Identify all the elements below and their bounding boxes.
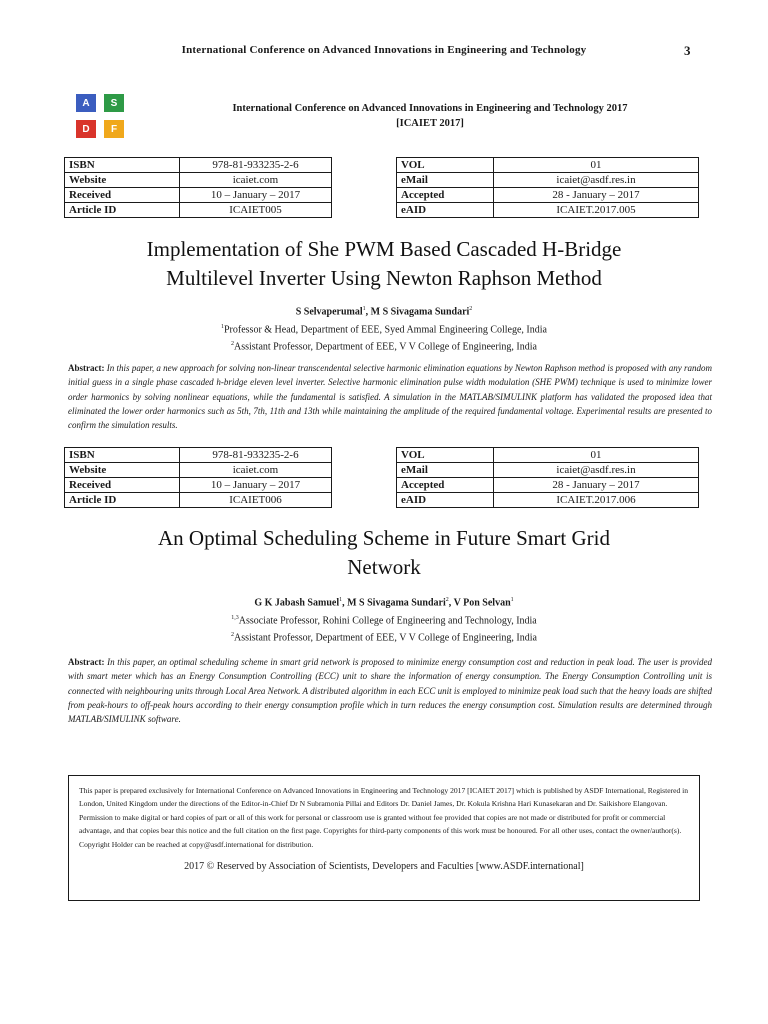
paper1-meta-left — [64, 157, 332, 218]
copyright-line: 2017 © Reserved by Association of Scientists, Developers and Faculties [www.ASDF.international] — [184, 861, 584, 873]
meta-row — [397, 493, 699, 508]
conference-title — [140, 101, 720, 131]
affiliation-sup: 2 — [231, 632, 234, 639]
meta-key: ISBN — [65, 448, 180, 463]
meta-value: 978-81-933235-2-6 — [180, 448, 332, 463]
abstract-text: In this paper, a new approach for solving non-linear transcendental selective harmonic elimination equations by Newton Raphson method is proposed with any random initial guess in a single phase cascaded h-bridge eleven level inverter. Selective harmonic elimination pulse width modulation (SHE PWM) technique is used to minimize lower order harmonics by solving nonlinear equations, while the fundamental is satisfied. A simulation in the MATLAB/SIMULINK platform has validated the proposed idea that eliminated the lower order harmonics such as 5th, 7th, 11th and 13th while maintaining the amplitude of the required fundamental voltage. Experimental results are presented to confirm the simulation results. — [68, 363, 712, 431]
meta-value: icaiet@asdf.res.in — [494, 173, 699, 188]
affiliation-text: Associate Professor, Rohini College of Engineering and Technology, India — [238, 615, 537, 627]
meta-row — [65, 188, 332, 203]
meta-row — [65, 463, 332, 478]
meta-key: Article ID — [65, 203, 180, 218]
meta-value: 10 – January – 2017 — [180, 188, 332, 203]
affiliation-sup: 1,3 — [231, 615, 239, 621]
meta-row — [397, 173, 699, 188]
affiliation — [40, 320, 728, 337]
author-name: V Pon Selvan — [453, 597, 511, 609]
meta-key: eMail — [397, 173, 494, 188]
meta-key: Article ID — [65, 493, 180, 508]
affiliation-sup: 1 — [221, 324, 224, 330]
author-separator: , — [365, 306, 371, 318]
meta-row — [397, 188, 699, 203]
paper1-title — [40, 235, 728, 293]
affiliation-text: Professor & Head, Department of EEE, Syed Ammal Engineering College, India — [224, 324, 547, 336]
meta-key: Received — [65, 478, 180, 493]
author-separator: , — [342, 597, 348, 609]
affiliation-sup: 2 — [231, 341, 234, 348]
author-name: M S Sivagama Sundari — [370, 306, 470, 318]
paper2-title-line2: Network — [347, 555, 421, 579]
meta-row — [65, 158, 332, 173]
meta-value: 28 - January – 2017 — [494, 478, 699, 493]
meta-value: ICAIET005 — [180, 203, 332, 218]
meta-key: Accepted — [397, 478, 494, 493]
running-header: International Conference on Advanced Innovations in Engineering and Technology — [181, 44, 587, 56]
meta-value: 10 – January – 2017 — [180, 478, 332, 493]
meta-row — [397, 478, 699, 493]
abstract-text: In this paper, an optimal scheduling scheme in smart grid network is proposed to minimize energy consumption cost and reduction in peak load. The user is provided with smart meter which has an Energy Consumption Controlling (ECC) unit to share the information of energy consumption. The Energy Consumption Controlling unit is connected with neighbouring units through Local Area Network. A distributed algorithm in each ECC unit is employed to minimize peak load such that the heavy loads are shifted from peak-hours to off-peak hours according to their energy consumption profile which in turn reduces the energy consumption cost. Simulation results are determined through MATLAB/SIMULINK software. — [68, 657, 713, 725]
meta-key: eAID — [397, 493, 494, 508]
logo-cell-a: A — [76, 94, 96, 112]
meta-value: ICAIET.2017.005 — [494, 203, 699, 218]
meta-value: icaiet@asdf.res.in — [494, 463, 699, 478]
meta-row — [65, 493, 332, 508]
paper2-meta-left — [64, 447, 332, 508]
meta-key: VOL — [397, 158, 494, 173]
logo-cell-s: S — [104, 94, 124, 112]
affiliation — [40, 628, 728, 645]
paper1-title-line2: Multilevel Inverter Using Newton Raphson Method — [166, 266, 602, 290]
meta-key: Website — [65, 463, 180, 478]
affiliation-text: Assistant Professor, Department of EEE, V V College of Engineering, India — [234, 632, 537, 644]
conference-title-line2: [ICAIET 2017] — [396, 118, 464, 129]
meta-key: Accepted — [397, 188, 494, 203]
meta-value: 978-81-933235-2-6 — [180, 158, 332, 173]
meta-key: eAID — [397, 203, 494, 218]
affiliation — [40, 611, 728, 628]
paper2-title — [40, 524, 728, 582]
author-sup: 1 — [510, 597, 514, 603]
meta-value: icaiet.com — [180, 463, 332, 478]
meta-value: ICAIET006 — [180, 493, 332, 508]
meta-value: ICAIET.2017.006 — [494, 493, 699, 508]
asdf-logo — [72, 90, 128, 138]
copyright-notice: This paper is prepared exclusively for International Conference on Advanced Innovations in Engineering and Technology 2017 [ICAIET 2017] which is published by ASDF International, Registered in London, United Kingdom under the directions of the Editor-in-Chief Dr N Subramonia Pillai and Editors Dr. Daniel James, Dr. Kokula Krishna Hari Kunasekaran and Dr. Saikishore Elangovan. Permission to make digital or hard copies of part or all of this work for personal or classroom use is granted without fee provided that copies are not made or distributed for profit or commercial advantage, and that copies bear this notice and the full citation on the first page. Copyrights for third-party components of this work must be honoured. For all other uses, contact the owner/author(s). Copyright Holder can be reached at copy@asdf.international for distribution. — [79, 786, 689, 849]
paper1-affiliations — [40, 320, 728, 355]
paper2-abstract — [68, 655, 712, 726]
meta-row — [397, 203, 699, 218]
meta-value: 01 — [494, 448, 699, 463]
conference-title-line1: International Conference on Advanced Innovations in Engineering and Technology 2017 — [232, 103, 628, 114]
author-name: S Selvaperumal — [295, 306, 363, 318]
paper1-authors — [40, 306, 728, 317]
meta-key: VOL — [397, 448, 494, 463]
meta-row — [397, 448, 699, 463]
abstract-label: Abstract: — [68, 657, 105, 667]
logo-cell-f: F — [104, 120, 124, 138]
paper1-title-line1: Implementation of She PWM Based Cascaded H-Bridge — [146, 237, 622, 261]
abstract-label: Abstract: — [68, 363, 105, 373]
meta-key: ISBN — [65, 158, 180, 173]
affiliation-text: Assistant Professor, Department of EEE, V V College of Engineering, India — [234, 341, 537, 353]
meta-row — [65, 203, 332, 218]
meta-value: 28 - January – 2017 — [494, 188, 699, 203]
meta-row — [65, 173, 332, 188]
meta-value: icaiet.com — [180, 173, 332, 188]
meta-key: Received — [65, 188, 180, 203]
paper2-affiliations — [40, 611, 728, 646]
meta-row — [397, 463, 699, 478]
meta-key: Website — [65, 173, 180, 188]
meta-key: eMail — [397, 463, 494, 478]
author-sup: 2 — [469, 306, 473, 312]
author-separator: , — [448, 597, 454, 609]
author-name: M S Sivagama Sundari — [347, 597, 446, 609]
meta-value: 01 — [494, 158, 699, 173]
paper1-abstract — [68, 361, 712, 432]
meta-row — [397, 158, 699, 173]
paper2-title-line1: An Optimal Scheduling Scheme in Future Smart Grid — [157, 526, 611, 550]
logo-cell-d: D — [76, 120, 96, 138]
author-sup: 1 — [339, 597, 343, 603]
affiliation — [40, 337, 728, 354]
author-sup: 1 — [362, 306, 366, 312]
copyright-notice-box — [68, 775, 700, 901]
paper2-authors — [40, 597, 728, 608]
meta-row — [65, 478, 332, 493]
author-name: G K Jabash Samuel — [254, 597, 340, 609]
author-sup: 2 — [445, 597, 449, 603]
paper1-meta-right — [396, 157, 699, 218]
meta-row — [65, 448, 332, 463]
paper2-meta-right — [396, 447, 699, 508]
page-number: 3 — [684, 43, 691, 58]
